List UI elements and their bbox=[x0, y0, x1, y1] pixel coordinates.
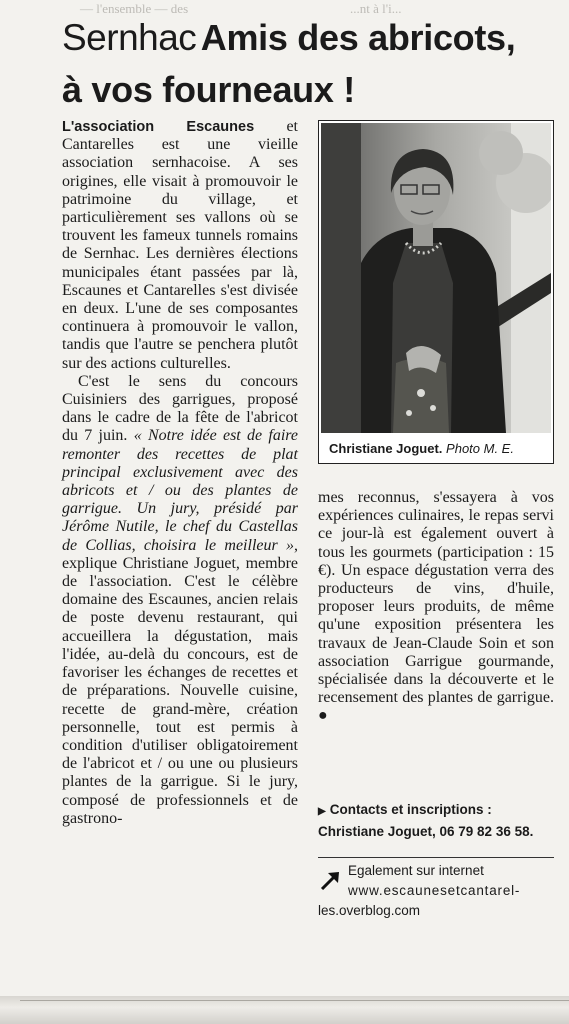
arrow-up-right-icon bbox=[318, 867, 344, 893]
web-url-continued[interactable]: les.overblog.com bbox=[318, 903, 421, 918]
divider bbox=[318, 857, 554, 858]
portrait-image bbox=[321, 123, 551, 433]
paragraph bbox=[62, 118, 298, 373]
photo-box bbox=[318, 120, 554, 464]
show-through-text: — l'ensemble — des bbox=[80, 1, 189, 16]
web-label: Egalement sur internet bbox=[348, 863, 484, 878]
paragraph-text: mes reconnus, s'essayera à vos expériences culinaires, le repas servi ce jour-là est également ouvert à tous les gourmets (participation : 15 €). Un espace dégustation verra des producteurs de vins, d'huile, proposer leurs produits, de même qu'une exposition présentera les travaux de Jean-Claude Soin et son association Garrigue gourmande, spécialisée dans la découverte et le recensement des plantes de garrigue. ● bbox=[318, 489, 554, 725]
web-url[interactable]: www.escaunesetcantarel- bbox=[348, 883, 521, 898]
contact-box bbox=[318, 800, 558, 842]
article-headline bbox=[62, 16, 562, 112]
article-column-left bbox=[62, 118, 298, 828]
portrait-photo bbox=[321, 123, 551, 433]
caption-credit: Photo M. E. bbox=[446, 441, 514, 456]
fold-line bbox=[20, 1000, 569, 1001]
show-through-text: ...nt à l'i... bbox=[350, 1, 402, 16]
quote: « Notre idée est de faire remonter des recettes de plat principal exclusivement avec des abricots et / ou des plantes de garrigue. Un jury, présidé par Jérôme Nutile, le chef du Castellas de Collias, choisira le meilleur » bbox=[62, 427, 299, 554]
contact-heading: Contacts et inscriptions : bbox=[329, 802, 492, 817]
triangle-bullet-icon: ▶ bbox=[318, 806, 326, 817]
lead-in: L'association Escaunes bbox=[62, 119, 255, 135]
photo-caption bbox=[329, 441, 514, 456]
paragraph-text: et Cantarelles est une vieille association sernhacoise. A ses origines, elle visait à promouvoir le patrimoine du village, et particulièrement ses vallons où se trouvent les fameux tunnels romains de Sernhac. Les dernières élections municipales étant passées par là, Escaunes et Cantarelles s'est divisée en deux. L'une de ses composantes continuera à promouvoir le vallon, tandis que l'autre se penchera plutôt sur des actions culturelles. bbox=[62, 118, 298, 372]
article-column-right bbox=[318, 489, 554, 726]
paragraph-text: C'est le sens du concours Cuisiniers des garrigues, proposé dans le cadre de la fête de l'abricot du 7 juin. bbox=[62, 372, 298, 445]
headline-kicker: Sernhac bbox=[62, 17, 197, 58]
paragraph-text: , explique Christiane Joguet, membre de l'association. C'est le célèbre domaine des Escaunes, ancien relais de poste devenu restaurant, qui accueillera la dégustation, mais l'idée, au-delà du concours, est de favoriser les échanges de recettes et de préparations. Nouvelle cuisine, recette de grand-mère, création personnelle, tout est permis à condition d'utiliser obligatoirement de l'abricot et / ou une ou plusieurs plantes de la garrigue. Si le jury, composé de professionnels et de gastrono- bbox=[62, 536, 298, 827]
headline-title-line2: à vos fourneaux ! bbox=[62, 69, 355, 110]
paragraph bbox=[62, 373, 298, 828]
contact-line: Christiane Joguet, 06 79 82 36 58. bbox=[318, 824, 534, 839]
caption-name: Christiane Joguet. bbox=[329, 441, 443, 456]
headline-title-line1: Amis des abricots, bbox=[200, 17, 516, 58]
